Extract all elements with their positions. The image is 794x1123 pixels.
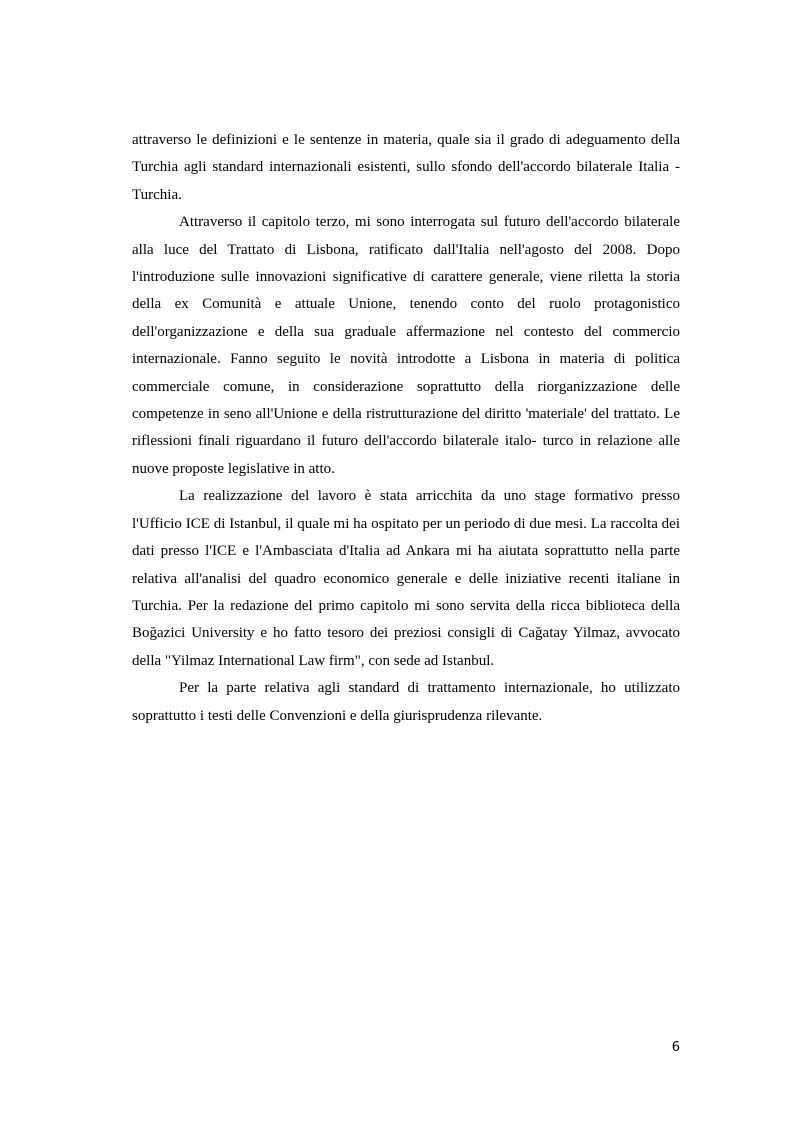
page-number: 6	[671, 1040, 680, 1055]
paragraph-continuation: attraverso le definizioni e le sentenze in materia, quale sia il grado di adeguamento della Turchia agli standard internazionali esistenti, sullo sfondo dell'accordo bilaterale Italia - Turchia.	[132, 132, 680, 203]
paragraph-internship: La realizzazione del lavoro è stata arricchita da uno stage formativo presso l'Ufficio ICE di Istanbul, il quale mi ha ospitato per un periodo di due mesi. La raccolta dei dati presso l'ICE e l'Ambasciata d'Italia ad Ankara mi ha aiutata soprattutto nella parte relativa all'analisi del quadro economico generale e delle iniziative recenti italiane in Turchia. Per la redazione del primo capitolo mi sono servita della ricca biblioteca della Boğazici University e ho fatto tesoro dei preziosi consigli di Cağatay Yilmaz, avvocato della "Yilmaz International Law firm", con sede ad Istanbul.	[132, 488, 680, 669]
paragraph-standards: Per la parte relativa agli standard di trattamento internazionale, ho utilizzato soprattutto i testi delle Convenzioni e della giurisprudenza rilevante.	[132, 680, 680, 724]
paragraph-chapter-three: Attraverso il capitolo terzo, mi sono interrogata sul futuro dell'accordo bilaterale alla luce del Trattato di Lisbona, ratificato dall'Italia nell'agosto del 2008. Dopo l'introduzione sulle innovazioni significative di carattere generale, viene riletta la storia della ex Comunità e attuale Unione, tenendo conto del ruolo protagonistico dell'organizzazione e della sua graduale affermazione nel contesto del commercio internazionale. Fanno seguito le novità introdotte a Lisbona in materia di politica commerciale comune, in considerazione soprattutto della riorganizzazione delle competenze in seno all'Unione e della ristrutturazione del diritto 'materiale' del trattato. Le riflessioni finali riguardano il futuro dell'accordo bilaterale italo- turco in relazione alle nuove proposte legislative in atto.	[132, 214, 680, 477]
body-text	[132, 127, 680, 730]
